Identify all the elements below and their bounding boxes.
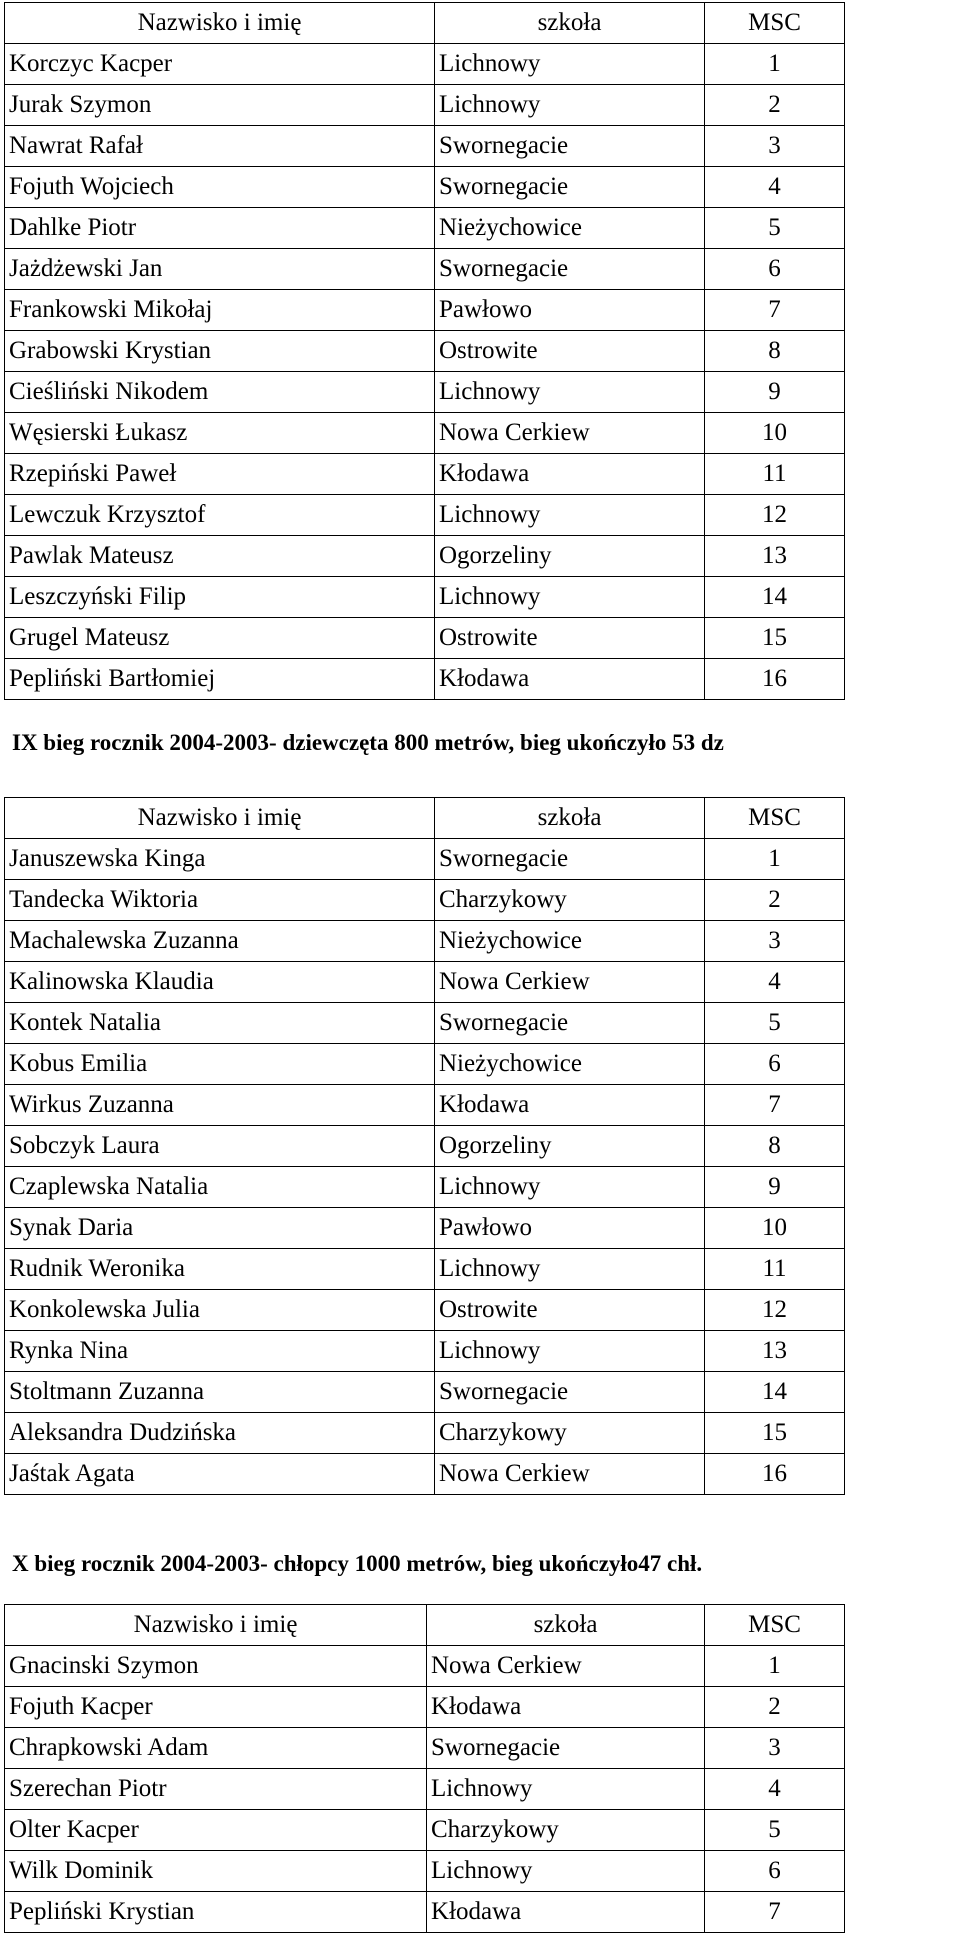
table-row — [5, 839, 845, 880]
cell-name: Jaśtak Agata — [5, 1454, 435, 1495]
cell-school: Pawłowo — [435, 1208, 705, 1249]
cell-name: Pepliński Bartłomiej — [5, 659, 435, 700]
cell-school: Lichnowy — [435, 85, 705, 126]
table-row — [5, 1892, 845, 1933]
cell-place: 3 — [705, 126, 845, 167]
table-row — [5, 85, 845, 126]
cell-place: 9 — [705, 1167, 845, 1208]
cell-school: Swornegacie — [435, 167, 705, 208]
table-row — [5, 1851, 845, 1892]
cell-school: Lichnowy — [427, 1851, 705, 1892]
table-row — [5, 1413, 845, 1454]
table-row — [5, 1810, 845, 1851]
results-table-1 — [4, 2, 845, 700]
cell-place: 14 — [705, 577, 845, 618]
cell-place: 12 — [705, 1290, 845, 1331]
cell-school: Pawłowo — [435, 290, 705, 331]
table-row — [5, 1085, 845, 1126]
table-row — [5, 1331, 845, 1372]
table-row — [5, 249, 845, 290]
cell-school: Ostrowite — [435, 1290, 705, 1331]
table-row — [5, 618, 845, 659]
cell-place: 5 — [705, 208, 845, 249]
cell-school: Ostrowite — [435, 618, 705, 659]
cell-place: 11 — [705, 454, 845, 495]
cell-place: 6 — [705, 1044, 845, 1085]
cell-name: Rzepiński Paweł — [5, 454, 435, 495]
cell-name: Wilk Dominik — [5, 1851, 427, 1892]
cell-school: Lichnowy — [435, 44, 705, 85]
cell-name: Olter Kacper — [5, 1810, 427, 1851]
section-heading-girls-800m: IX bieg rocznik 2004-2003- dziewczęta 800 metrów, bieg ukończyło 53 dz — [12, 730, 724, 755]
cell-place: 10 — [705, 413, 845, 454]
table-row — [5, 921, 845, 962]
cell-name: Lewczuk Krzysztof — [5, 495, 435, 536]
table-row — [5, 1126, 845, 1167]
cell-place: 1 — [705, 839, 845, 880]
cell-school: Ogorzeliny — [435, 1126, 705, 1167]
cell-school: Nieżychowice — [435, 1044, 705, 1085]
table-row — [5, 495, 845, 536]
cell-name: Stoltmann Zuzanna — [5, 1372, 435, 1413]
cell-school: Kłodawa — [435, 454, 705, 495]
cell-place: 2 — [705, 880, 845, 921]
cell-place: 8 — [705, 1126, 845, 1167]
header-place: MSC — [705, 3, 845, 44]
cell-name: Chrapkowski Adam — [5, 1728, 427, 1769]
cell-place: 16 — [705, 659, 845, 700]
table-row — [5, 1167, 845, 1208]
cell-school: Nowa Cerkiew — [427, 1646, 705, 1687]
table-row — [5, 1646, 845, 1687]
cell-school: Ogorzeliny — [435, 536, 705, 577]
cell-place: 3 — [705, 1728, 845, 1769]
cell-name: Januszewska Kinga — [5, 839, 435, 880]
cell-name: Nawrat Rafał — [5, 126, 435, 167]
cell-name: Fojuth Wojciech — [5, 167, 435, 208]
table-row — [5, 1769, 845, 1810]
cell-name: Jażdżewski Jan — [5, 249, 435, 290]
table-row — [5, 1290, 845, 1331]
section-heading-boys-1000m: X bieg rocznik 2004-2003- chłopcy 1000 metrów, bieg ukończyło47 chł. — [12, 1551, 703, 1576]
cell-school: Lichnowy — [435, 372, 705, 413]
cell-name: Rudnik Weronika — [5, 1249, 435, 1290]
cell-name: Dahlke Piotr — [5, 208, 435, 249]
header-school: szkoła — [427, 1605, 705, 1646]
cell-school: Lichnowy — [435, 577, 705, 618]
cell-name: Kobus Emilia — [5, 1044, 435, 1085]
cell-name: Wirkus Zuzanna — [5, 1085, 435, 1126]
cell-name: Szerechan Piotr — [5, 1769, 427, 1810]
cell-school: Charzykowy — [435, 880, 705, 921]
cell-school: Swornegacie — [435, 249, 705, 290]
cell-place: 11 — [705, 1249, 845, 1290]
table-row — [5, 331, 845, 372]
cell-place: 13 — [705, 1331, 845, 1372]
cell-name: Sobczyk Laura — [5, 1126, 435, 1167]
cell-name: Grugel Mateusz — [5, 618, 435, 659]
cell-school: Swornegacie — [435, 126, 705, 167]
table-row — [5, 44, 845, 85]
cell-name: Jurak Szymon — [5, 85, 435, 126]
table-row — [5, 208, 845, 249]
cell-name: Pepliński Krystian — [5, 1892, 427, 1933]
results-table-3 — [4, 1604, 845, 1933]
cell-place: 8 — [705, 331, 845, 372]
table-row — [5, 1372, 845, 1413]
cell-name: Korczyc Kacper — [5, 44, 435, 85]
table-row — [5, 1454, 845, 1495]
cell-school: Swornegacie — [435, 1372, 705, 1413]
table-row — [5, 290, 845, 331]
cell-name: Machalewska Zuzanna — [5, 921, 435, 962]
cell-school: Nowa Cerkiew — [435, 962, 705, 1003]
cell-place: 16 — [705, 1454, 845, 1495]
cell-school: Charzykowy — [435, 1413, 705, 1454]
table-header-row — [5, 1605, 845, 1646]
cell-name: Pawlak Mateusz — [5, 536, 435, 577]
table-row — [5, 1208, 845, 1249]
cell-school: Charzykowy — [427, 1810, 705, 1851]
cell-place: 2 — [705, 85, 845, 126]
table-row — [5, 1728, 845, 1769]
cell-name: Tandecka Wiktoria — [5, 880, 435, 921]
cell-school: Nowa Cerkiew — [435, 1454, 705, 1495]
header-name: Nazwisko i imię — [5, 798, 435, 839]
cell-school: Nieżychowice — [435, 208, 705, 249]
table-row — [5, 1249, 845, 1290]
cell-school: Nieżychowice — [435, 921, 705, 962]
table-row — [5, 536, 845, 577]
table-row — [5, 126, 845, 167]
header-school: szkoła — [435, 3, 705, 44]
header-school: szkoła — [435, 798, 705, 839]
cell-place: 1 — [705, 1646, 845, 1687]
cell-place: 3 — [705, 921, 845, 962]
cell-school: Lichnowy — [435, 1331, 705, 1372]
cell-name: Leszczyński Filip — [5, 577, 435, 618]
table-row — [5, 659, 845, 700]
table-row — [5, 1044, 845, 1085]
header-name: Nazwisko i imię — [5, 1605, 427, 1646]
cell-name: Fojuth Kacper — [5, 1687, 427, 1728]
cell-place: 10 — [705, 1208, 845, 1249]
table-header-row — [5, 798, 845, 839]
cell-place: 14 — [705, 1372, 845, 1413]
cell-place: 6 — [705, 1851, 845, 1892]
cell-name: Kontek Natalia — [5, 1003, 435, 1044]
header-place: MSC — [705, 1605, 845, 1646]
cell-school: Kłodawa — [435, 659, 705, 700]
cell-school: Lichnowy — [435, 495, 705, 536]
cell-name: Aleksandra Dudzińska — [5, 1413, 435, 1454]
cell-name: Synak Daria — [5, 1208, 435, 1249]
cell-school: Kłodawa — [435, 1085, 705, 1126]
results-table-2 — [4, 797, 845, 1495]
cell-name: Węsierski Łukasz — [5, 413, 435, 454]
cell-place: 5 — [705, 1003, 845, 1044]
table-row — [5, 167, 845, 208]
cell-place: 7 — [705, 1085, 845, 1126]
cell-name: Grabowski Krystian — [5, 331, 435, 372]
cell-school: Swornegacie — [427, 1728, 705, 1769]
table-row — [5, 454, 845, 495]
cell-place: 7 — [705, 290, 845, 331]
cell-place: 5 — [705, 1810, 845, 1851]
table-row — [5, 413, 845, 454]
cell-school: Nowa Cerkiew — [435, 413, 705, 454]
cell-place: 1 — [705, 44, 845, 85]
cell-name: Frankowski Mikołaj — [5, 290, 435, 331]
cell-name: Gnacinski Szymon — [5, 1646, 427, 1687]
cell-school: Kłodawa — [427, 1892, 705, 1933]
table-header-row — [5, 3, 845, 44]
cell-school: Lichnowy — [427, 1769, 705, 1810]
cell-name: Konkolewska Julia — [5, 1290, 435, 1331]
cell-school: Kłodawa — [427, 1687, 705, 1728]
table-row — [5, 372, 845, 413]
table-row — [5, 1687, 845, 1728]
cell-school: Swornegacie — [435, 1003, 705, 1044]
cell-name: Cieśliński Nikodem — [5, 372, 435, 413]
cell-place: 15 — [705, 1413, 845, 1454]
header-place: MSC — [705, 798, 845, 839]
cell-place: 7 — [705, 1892, 845, 1933]
cell-place: 13 — [705, 536, 845, 577]
cell-place: 6 — [705, 249, 845, 290]
table-row — [5, 577, 845, 618]
cell-name: Rynka Nina — [5, 1331, 435, 1372]
table-row — [5, 880, 845, 921]
cell-school: Swornegacie — [435, 839, 705, 880]
cell-name: Kalinowska Klaudia — [5, 962, 435, 1003]
cell-place: 4 — [705, 167, 845, 208]
cell-school: Lichnowy — [435, 1167, 705, 1208]
cell-school: Lichnowy — [435, 1249, 705, 1290]
cell-place: 4 — [705, 962, 845, 1003]
cell-place: 2 — [705, 1687, 845, 1728]
cell-name: Czaplewska Natalia — [5, 1167, 435, 1208]
table-row — [5, 962, 845, 1003]
cell-school: Ostrowite — [435, 331, 705, 372]
header-name: Nazwisko i imię — [5, 3, 435, 44]
cell-place: 9 — [705, 372, 845, 413]
cell-place: 15 — [705, 618, 845, 659]
cell-place: 4 — [705, 1769, 845, 1810]
table-row — [5, 1003, 845, 1044]
cell-place: 12 — [705, 495, 845, 536]
